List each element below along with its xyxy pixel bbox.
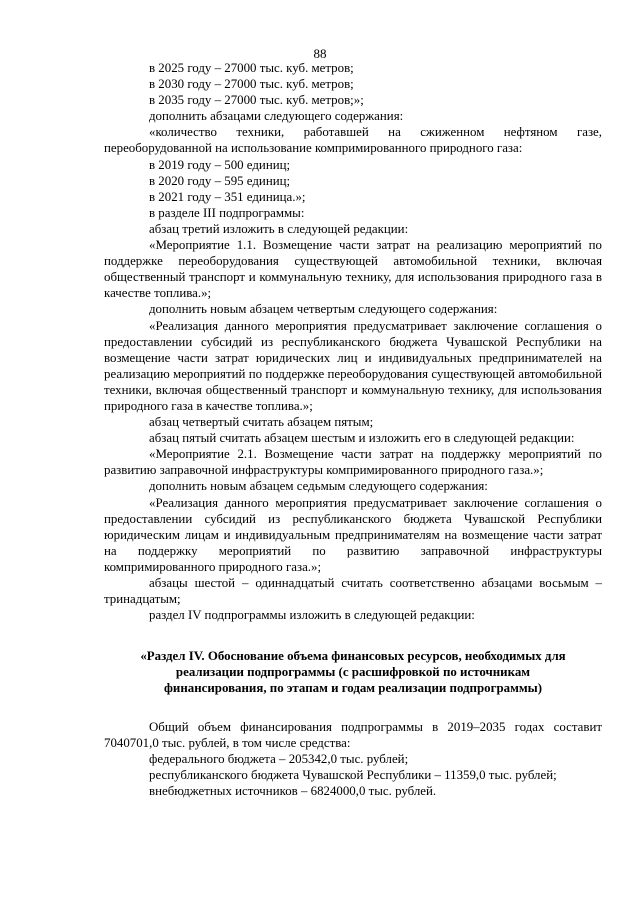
paragraph: в 2021 году – 351 единица.»; bbox=[149, 189, 306, 204]
page-number: 88 bbox=[313, 46, 327, 61]
paragraph: внебюджетных источников – 6824000,0 тыс. рублей. bbox=[149, 783, 437, 798]
paragraph: Общий объем финансирования подпрограммы в 2019–2035 годах составит 7040701,0 тыс. рублей, в том числе средства: bbox=[104, 719, 602, 750]
paragraph: в 2019 году – 500 единиц; bbox=[149, 157, 291, 172]
paragraph: «Реализация данного мероприятия предусматривает заключение соглашения о предоставлении субсидий из республиканского бюджета Чувашской Республики юридическим лицам и индивидуальным предпринимателям на возмещение части затрат на поддержку мероприятий по развитию заправочной инфраструктуры компримированного природного газа.»; bbox=[104, 495, 602, 574]
document-body bbox=[104, 60, 602, 799]
paragraph: раздел IV подпрограммы изложить в следующей редакции: bbox=[149, 608, 475, 623]
spacer bbox=[104, 697, 602, 719]
paragraph: дополнить новым абзацем седьмым следующего содержания: bbox=[149, 479, 488, 494]
paragraph: в разделе III подпрограммы: bbox=[149, 205, 305, 220]
section-heading: «Раздел IV. Обоснование объема финансовых ресурсов, необходимых для реализации подпрограммы (с расшифровкой по источникам финансирования, по этапам и годам реализации подпрограммы) bbox=[140, 649, 566, 696]
paragraph: абзац четвертый считать абзацем пятым; bbox=[149, 415, 374, 430]
paragraph: «количество техники, работавшей на сжиженном нефтяном газе, переоборудованной на использование компримированного природного газа: bbox=[104, 125, 602, 156]
paragraph: абзац третий изложить в следующей редакции: bbox=[149, 221, 409, 236]
paragraph: в 2020 году – 595 единиц; bbox=[149, 173, 291, 188]
paragraph: «Мероприятие 1.1. Возмещение части затрат на реализацию мероприятий по поддержке переоборудования существующей автомобильной техники, включая общественный транспорт и коммунальную технику, для использования природного газа в качестве топлива.»; bbox=[104, 238, 602, 301]
paragraph: в 2035 году – 27000 тыс. куб. метров;»; bbox=[149, 93, 364, 108]
paragraph: дополнить абзацами следующего содержания: bbox=[149, 109, 404, 124]
paragraph: «Реализация данного мероприятия предусматривает заключение соглашения о предоставлении субсидий из республиканского бюджета Чувашской Республики на возмещение части затрат юридических лиц и индивидуальных предпринимателей на реализацию мероприятий по поддержке переоборудования существующей автомобильной техники, включая общественный транспорт и коммунальную технику, для использования природного газа в качестве топлива.»; bbox=[104, 318, 602, 413]
paragraph: «Мероприятие 2.1. Возмещение части затрат на поддержку мероприятий по развитию заправочной инфраструктуры компримированного природного газа.»; bbox=[104, 447, 602, 478]
paragraph: дополнить новым абзацем четвертым следующего содержания: bbox=[149, 302, 498, 317]
paragraph: республиканского бюджета Чувашской Республики – 11359,0 тыс. рублей; bbox=[149, 767, 557, 782]
paragraph: в 2030 году – 27000 тыс. куб. метров; bbox=[149, 77, 354, 92]
paragraph: федерального бюджета – 205342,0 тыс. рублей; bbox=[149, 751, 409, 766]
paragraph: абзац пятый считать абзацем шестым и изложить его в следующей редакции: bbox=[149, 431, 575, 446]
paragraph: в 2025 году – 27000 тыс. куб. метров; bbox=[149, 61, 354, 75]
paragraph: абзацы шестой – одиннадцатый считать соответственно абзацами восьмым – тринадцатым; bbox=[104, 576, 602, 607]
